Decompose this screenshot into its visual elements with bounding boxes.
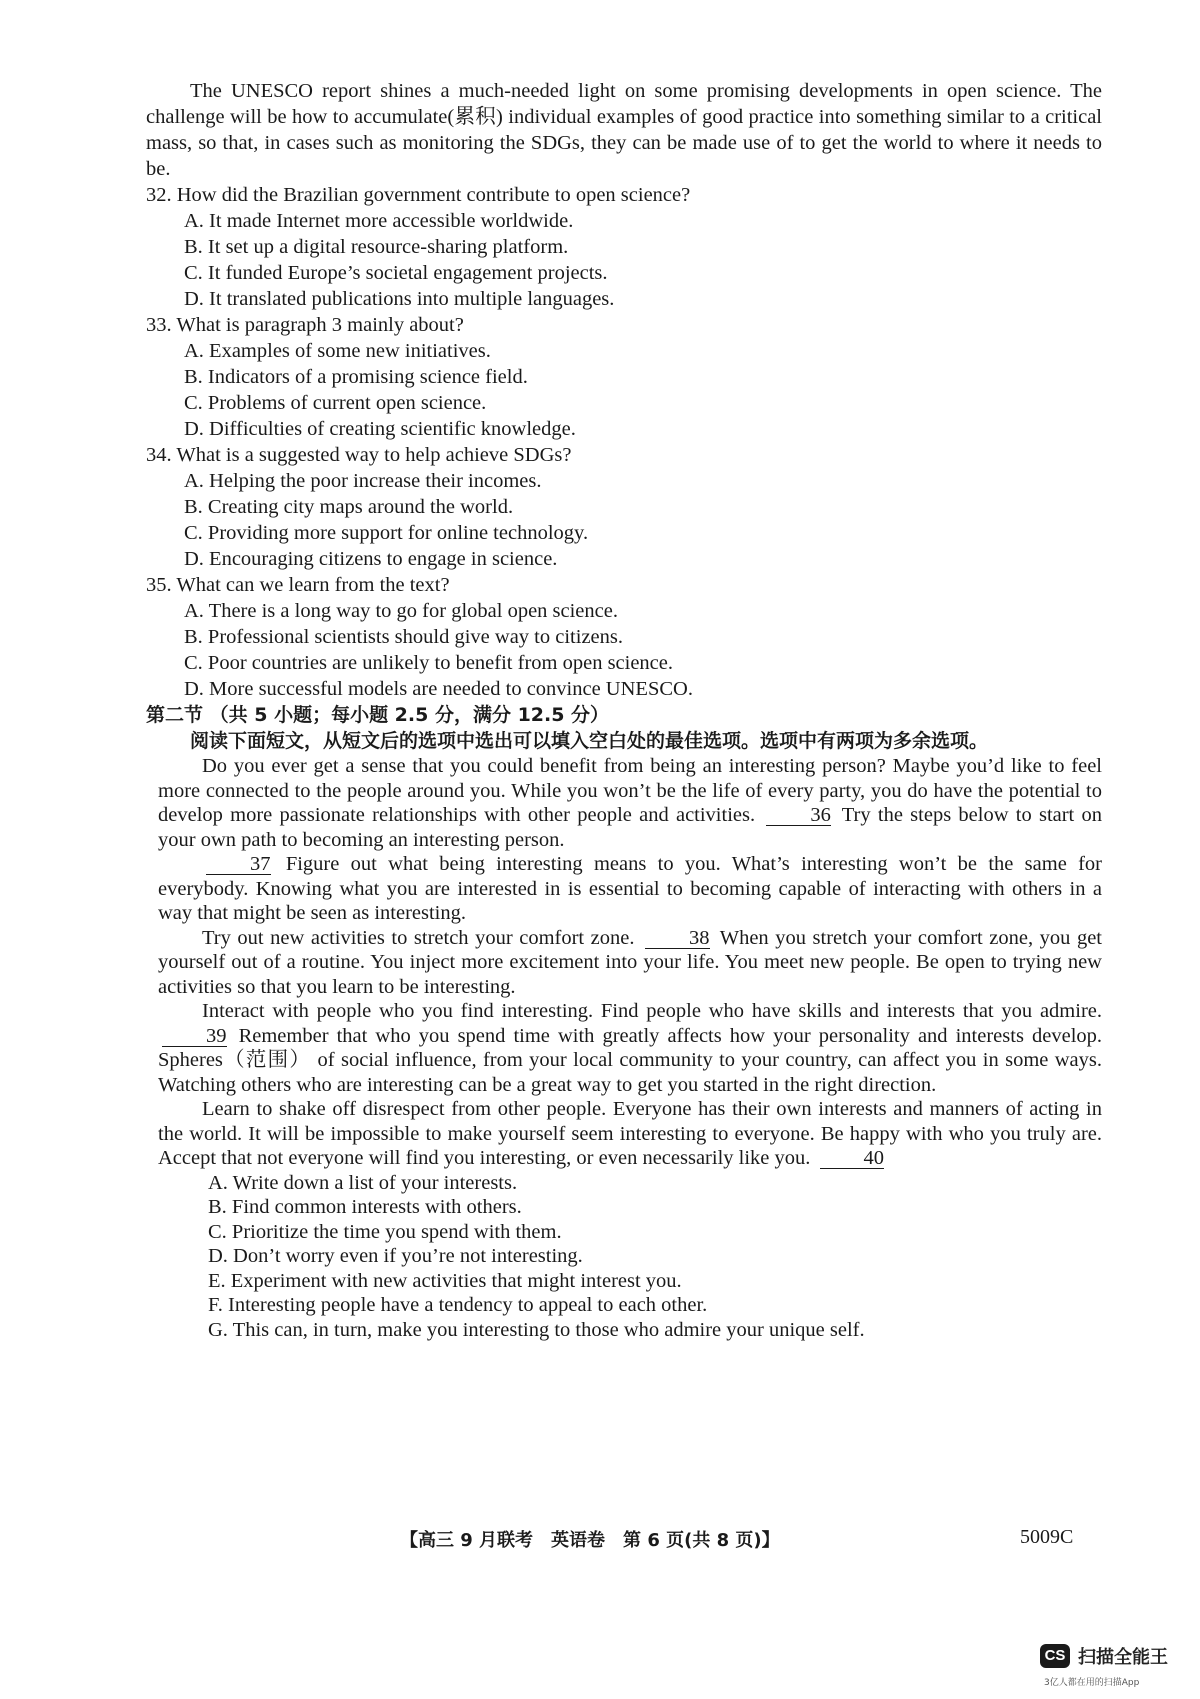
footer-label: 【高三 9 月联考 英语卷 第 6 页(共 8 页)】 xyxy=(400,1530,780,1551)
page-footer xyxy=(400,1526,1100,1552)
paragraph-text: Remember that who you spend time with greatly affects how your personality and interests develop. Spheres（范围） of social influence, from your local community to your country, can affect you in some ways. Watching others who are interesting can be a great way to get you started in the right direction. xyxy=(158,1024,1103,1096)
cloze-paragraph-3 xyxy=(158,926,1102,1000)
option-b: B. Indicators of a promising science field. xyxy=(184,366,528,388)
option-c: C. Providing more support for online technology. xyxy=(184,522,589,544)
option-d: D. Difficulties of creating scientific knowledge. xyxy=(184,418,576,440)
cloze-option-d: D. Don’t worry even if you’re not interesting. xyxy=(208,1245,583,1267)
option-a: A. There is a long way to go for global open science. xyxy=(184,600,618,622)
camscanner-logo-icon: CS xyxy=(1040,1644,1070,1668)
option-a: A. Examples of some new initiatives. xyxy=(184,340,491,362)
paragraph-text: Interact with people who you find interesting. Find people who have skills and interests that you admire. xyxy=(202,1000,1102,1022)
option-d: D. Encouraging citizens to engage in science. xyxy=(184,548,558,570)
cloze-passage xyxy=(146,754,1102,1342)
question-stem: 32. How did the Brazilian government contribute to open science? xyxy=(146,184,691,206)
question-32 xyxy=(146,182,1102,312)
footer-code: 5009C xyxy=(1020,1526,1074,1548)
option-d: D. It translated publications into multiple languages. xyxy=(184,288,615,310)
option-a: A. It made Internet more accessible worldwide. xyxy=(184,210,574,232)
paragraph-text: Figure out what being interesting means to you. What’s interesting won’t be the same for everybody. Knowing what you are interested in is essential to becoming capable of interacting with others in a way that might be seen as interesting. xyxy=(158,853,1102,924)
cloze-option-f: F. Interesting people have a tendency to appeal to each other. xyxy=(208,1294,708,1316)
option-b: B. Creating city maps around the world. xyxy=(184,496,514,518)
paragraph-text: Do you ever get a sense that you could benefit from being an interesting person? Maybe you’d like to feel more connected to the people around you. While you won’t be the life of every party, you do have the potential to develop more passionate relationships with other people and activities. xyxy=(158,755,1102,826)
exam-page xyxy=(146,78,1102,1342)
cloze-option-e: E. Experiment with new activities that might interest you. xyxy=(208,1269,682,1292)
question-stem: 33. What is paragraph 3 mainly about? xyxy=(146,314,464,336)
question-33 xyxy=(146,312,1102,442)
blank-36: 36 xyxy=(766,805,831,826)
cloze-option-c: C. Prioritize the time you spend with them. xyxy=(208,1220,562,1243)
question-35 xyxy=(146,572,1102,702)
blank-40: 40 xyxy=(820,1148,885,1169)
cloze-option-a: A. Write down a list of your interests. xyxy=(208,1171,518,1194)
paragraph-text: When you stretch your comfort zone, you get yourself out of a routine. You inject more excitement into your life. You meet new people. Be open to trying new activities so that you learn to be interesting. xyxy=(158,926,1102,998)
question-34 xyxy=(146,442,1102,572)
section-instruction: 阅读下面短文，从短文后的选项中选出可以填入空白处的最佳选项。选项中有两项为多余选项。 xyxy=(190,730,989,752)
cloze-option-g: G. This can, in turn, make you interesting to those who admire your unique self. xyxy=(208,1318,865,1341)
option-b: B. It set up a digital resource-sharing platform. xyxy=(184,236,569,258)
cloze-options xyxy=(158,1171,1102,1343)
option-b: B. Professional scientists should give way to citizens. xyxy=(184,626,623,648)
option-c: C. Poor countries are unlikely to benefit from open science. xyxy=(184,652,674,674)
paragraph-text: Try the steps below to start on your own path to becoming an interesting person. xyxy=(158,804,1103,851)
blank-38: 38 xyxy=(645,928,710,949)
section-heading: 第二节 （共 5 小题；每小题 2.5 分，满分 12.5 分） xyxy=(146,704,610,726)
intro-paragraph: The UNESCO report shines a much-needed light on some promising developments in open science. The challenge will be how to accumulate(累积) individual examples of good practice into something similar to a critical mass, so that, in cases such as monitoring the SDGs, they can be made use of to get the world to where it needs to be. xyxy=(146,80,1102,180)
option-c: C. It funded Europe’s societal engagement projects. xyxy=(184,262,608,284)
watermark-name: 扫描全能王 xyxy=(1078,1647,1168,1668)
cloze-paragraph-4 xyxy=(158,999,1102,1097)
watermark-tagline: 3亿人都在用的扫描App xyxy=(1044,1678,1140,1688)
option-a: A. Helping the poor increase their incomes. xyxy=(184,470,542,492)
cloze-option-b: B. Find common interests with others. xyxy=(208,1196,522,1218)
cloze-paragraph-5 xyxy=(158,1097,1102,1171)
question-stem: 34. What is a suggested way to help achieve SDGs? xyxy=(146,444,572,466)
scanner-watermark xyxy=(1040,1643,1168,1669)
blank-37: 37 xyxy=(206,854,271,875)
paragraph-text: Try out new activities to stretch your comfort zone. xyxy=(202,926,635,949)
question-stem: 35. What can we learn from the text? xyxy=(146,574,450,596)
option-d: D. More successful models are needed to convince UNESCO. xyxy=(184,678,693,700)
cloze-paragraph-2 xyxy=(158,852,1102,926)
option-c: C. Problems of current open science. xyxy=(184,392,487,414)
cloze-paragraph-1 xyxy=(158,754,1102,852)
blank-39: 39 xyxy=(162,1026,227,1047)
paragraph-text: Learn to shake off disrespect from other people. Everyone has their own interests and manners of acting in the world. It will be impossible to make yourself seem interesting to everyone. Be happy with who you truly are. Accept that not everyone will find you interesting, or even necessarily like you. xyxy=(158,1098,1102,1169)
